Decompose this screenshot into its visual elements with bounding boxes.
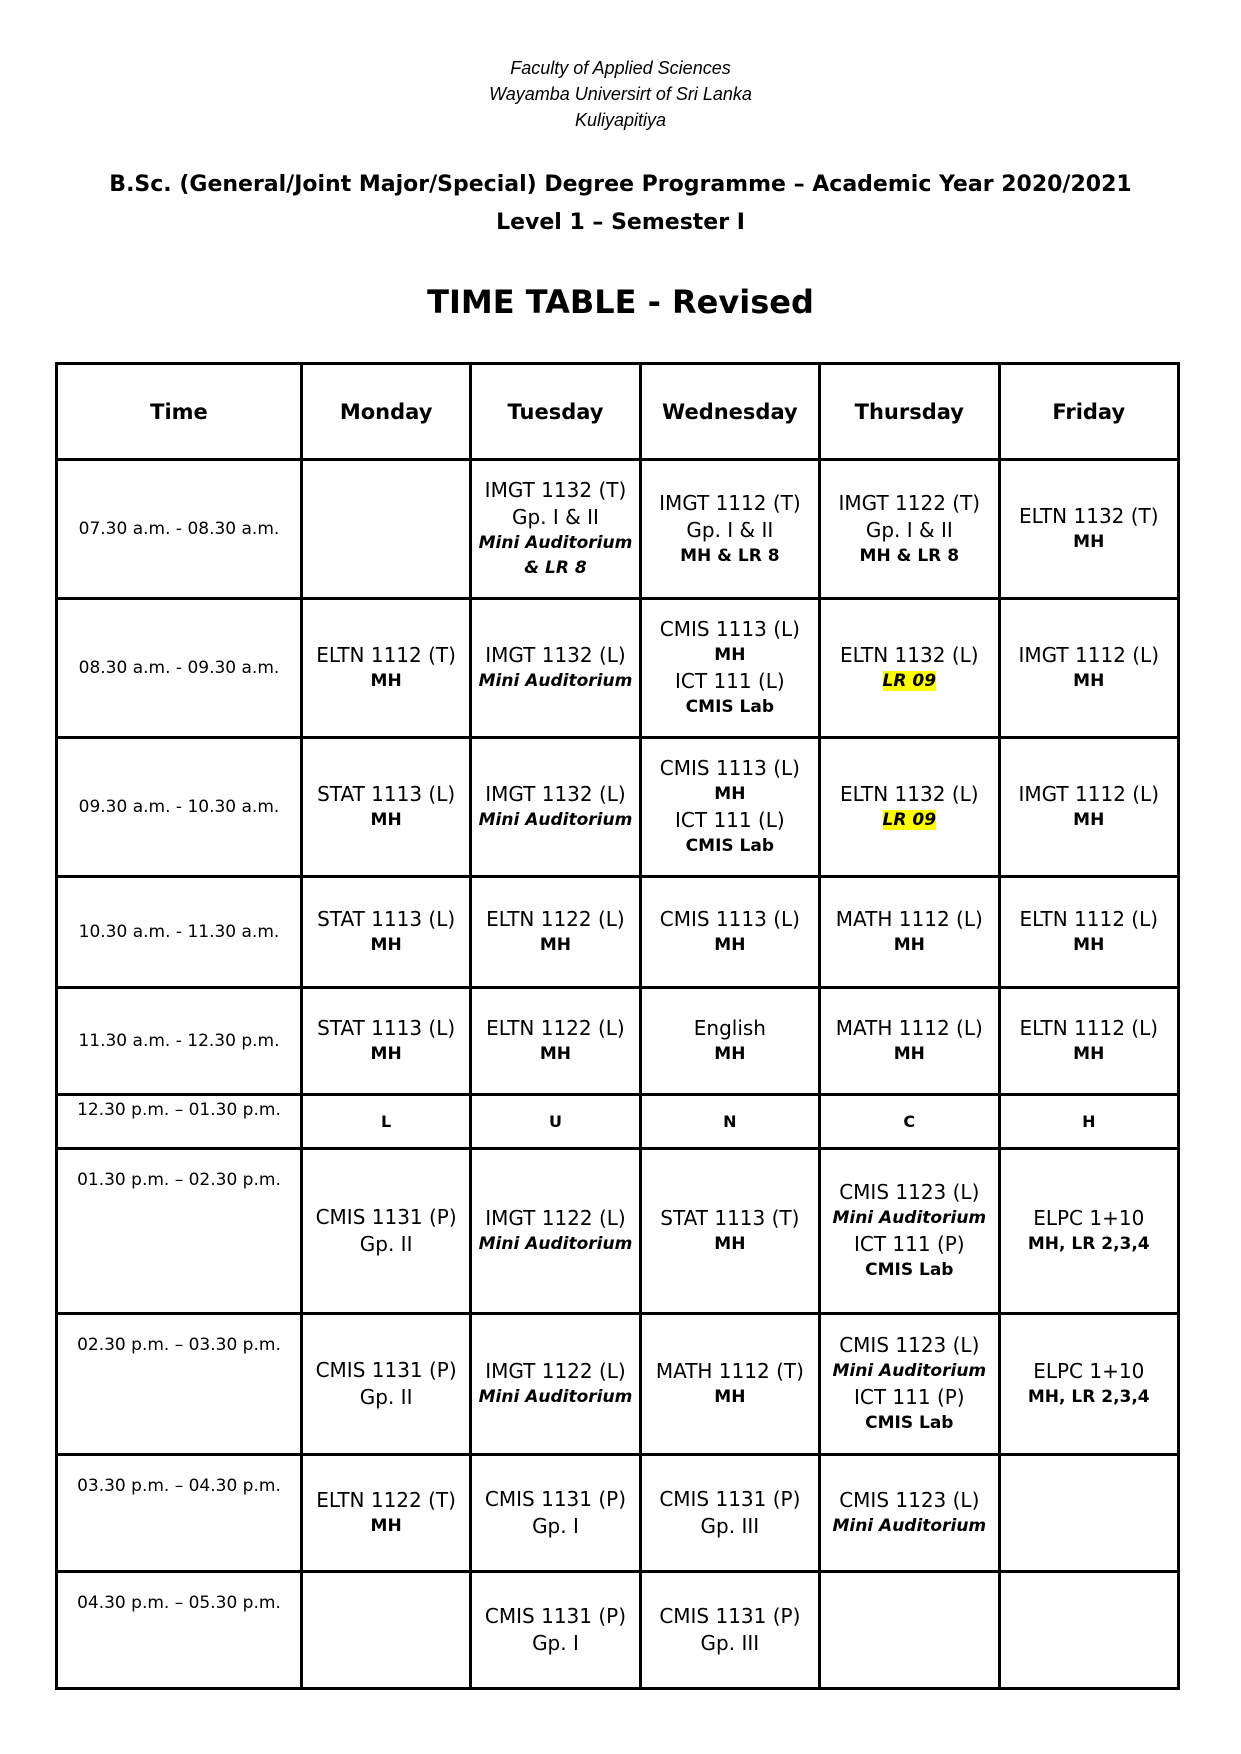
course-code: Gp. I bbox=[532, 1514, 579, 1538]
session-cell bbox=[640, 1455, 819, 1572]
session-cell bbox=[640, 988, 819, 1095]
empty-cell bbox=[820, 1572, 999, 1689]
course-code: ICT 111 (P) bbox=[853, 1232, 965, 1256]
session-cell bbox=[999, 599, 1178, 738]
venue: MH bbox=[1073, 935, 1105, 955]
time-slot: 11.30 a.m. - 12.30 p.m. bbox=[57, 988, 302, 1095]
venue: Mini Auditorium bbox=[478, 671, 633, 691]
session-cell bbox=[820, 877, 999, 988]
course-code: STAT 1113 (T) bbox=[660, 1206, 800, 1230]
venue: CMIS Lab bbox=[865, 1413, 954, 1433]
venue: MH & LR 8 bbox=[680, 545, 780, 566]
table-row bbox=[57, 877, 1179, 988]
venue: MH bbox=[893, 1044, 925, 1064]
course-code: Gp. I bbox=[532, 1631, 579, 1655]
course-code: STAT 1113 (L) bbox=[317, 1016, 456, 1040]
venue: MH bbox=[1073, 532, 1105, 552]
empty-cell bbox=[999, 1455, 1178, 1572]
session-cell bbox=[640, 1572, 819, 1689]
session-cell bbox=[640, 1314, 819, 1455]
column-header-time: Time bbox=[57, 364, 302, 460]
course-code: ELTN 1132 (T) bbox=[1018, 504, 1159, 528]
course-code: ELTN 1122 (L) bbox=[486, 1016, 625, 1040]
column-header-thursday: Thursday bbox=[820, 364, 999, 460]
course-code: CMIS 1113 (L) bbox=[659, 617, 800, 641]
session-cell bbox=[301, 1455, 470, 1572]
column-header-monday: Monday bbox=[301, 364, 470, 460]
session-cell bbox=[471, 1314, 640, 1455]
session-cell bbox=[471, 1455, 640, 1572]
session-cell bbox=[301, 877, 470, 988]
venue-wrap bbox=[823, 808, 995, 833]
venue: MH bbox=[714, 645, 746, 665]
session-cell bbox=[301, 599, 470, 738]
venue: CMIS Lab bbox=[865, 1260, 954, 1280]
venue: MH bbox=[370, 935, 402, 955]
venue: MH bbox=[714, 1044, 746, 1064]
session-cell bbox=[820, 1149, 999, 1314]
table-row bbox=[57, 738, 1179, 877]
venue: MH bbox=[714, 1387, 746, 1407]
session-cell bbox=[640, 738, 819, 877]
venue: MH bbox=[1073, 810, 1105, 830]
venue: MH, LR 2,3,4 bbox=[1027, 1234, 1150, 1254]
course-code: IMGT 1112 (L) bbox=[1018, 643, 1160, 667]
session-cell bbox=[471, 877, 640, 988]
session-cell bbox=[471, 738, 640, 877]
venue: MH bbox=[714, 1234, 746, 1254]
session-cell bbox=[820, 738, 999, 877]
session-cell bbox=[999, 738, 1178, 877]
session-cell bbox=[301, 1149, 470, 1314]
session-cell bbox=[820, 1455, 999, 1572]
course-code: IMGT 1122 (L) bbox=[485, 1359, 626, 1383]
location-name: Kuliyapitiya bbox=[574, 110, 667, 130]
course-code: CMIS 1113 (L) bbox=[659, 756, 800, 780]
table-row bbox=[57, 988, 1179, 1095]
venue: Mini Auditorium bbox=[832, 1516, 987, 1536]
time-slot: 01.30 p.m. – 02.30 p.m. bbox=[57, 1149, 302, 1314]
course-code: Gp. I & II bbox=[512, 505, 599, 529]
lunch-letter: N bbox=[640, 1095, 819, 1149]
table-row bbox=[57, 1149, 1179, 1314]
course-code: Gp. I & II bbox=[865, 517, 953, 542]
course-code: ELTN 1112 (L) bbox=[1019, 907, 1159, 931]
venue: MH bbox=[539, 935, 572, 955]
time-slot: 04.30 p.m. – 05.30 p.m. bbox=[57, 1572, 302, 1689]
session-cell bbox=[471, 988, 640, 1095]
lunch-letter: U bbox=[471, 1095, 640, 1149]
course-code: IMGT 1122 (L) bbox=[485, 1206, 626, 1230]
venue: MH bbox=[370, 1044, 402, 1064]
course-code: IMGT 1112 (T) bbox=[659, 490, 801, 515]
venue: Mini Auditorium & LR 8 bbox=[478, 533, 633, 578]
table-row bbox=[57, 599, 1179, 738]
course-code: CMIS 1131 (P) bbox=[484, 1487, 627, 1511]
timetable bbox=[55, 362, 1180, 1690]
course-code: IMGT 1122 (T) bbox=[838, 490, 981, 515]
lunch-letter: L bbox=[301, 1095, 470, 1149]
course-code: ELPC 1+10 bbox=[1033, 1206, 1145, 1230]
table-row bbox=[57, 460, 1179, 599]
empty-cell bbox=[999, 1572, 1178, 1689]
session-cell bbox=[999, 460, 1178, 599]
venue: MH bbox=[714, 784, 746, 804]
session-cell bbox=[640, 599, 819, 738]
university-name: Wayamba Universirt of Sri Lanka bbox=[489, 84, 752, 104]
venue: MH bbox=[714, 935, 746, 955]
course-code: ICT 111 (L) bbox=[675, 669, 785, 693]
session-cell bbox=[820, 1314, 999, 1455]
course-code: ICT 111 (P) bbox=[853, 1385, 965, 1409]
course-code: CMIS 1123 (L) bbox=[839, 1488, 980, 1512]
venue: MH bbox=[539, 1044, 572, 1064]
course-code: MATH 1112 (T) bbox=[655, 1359, 804, 1383]
course-code: MATH 1112 (L) bbox=[835, 1016, 983, 1040]
course-code: CMIS 1131 (P) bbox=[659, 1604, 801, 1628]
course-code: Gp. II bbox=[359, 1385, 413, 1409]
course-code: IMGT 1112 (L) bbox=[1018, 782, 1160, 806]
time-slot: 08.30 a.m. - 09.30 a.m. bbox=[57, 599, 302, 738]
level-semester: Level 1 – Semester I bbox=[496, 210, 745, 235]
course-code: Gp. III bbox=[700, 1514, 760, 1538]
session-cell bbox=[640, 460, 819, 599]
header-row bbox=[57, 364, 1179, 460]
venue: Mini Auditorium bbox=[832, 1361, 987, 1381]
course-code: CMIS 1123 (L) bbox=[839, 1333, 980, 1357]
session-cell bbox=[471, 1572, 640, 1689]
venue: MH bbox=[1073, 1044, 1105, 1064]
session-cell bbox=[820, 460, 999, 599]
venue: Mini Auditorium bbox=[478, 1234, 633, 1254]
venue: MH & LR 8 bbox=[859, 545, 960, 566]
session-cell bbox=[640, 1149, 819, 1314]
course-code: ELTN 1122 (L) bbox=[486, 907, 625, 931]
session-cell bbox=[999, 877, 1178, 988]
table-row bbox=[57, 1314, 1179, 1455]
session-cell bbox=[301, 1314, 470, 1455]
venue: CMIS Lab bbox=[685, 697, 775, 717]
faculty-name: Faculty of Applied Sciences bbox=[510, 58, 731, 78]
course-code: Gp. II bbox=[359, 1232, 413, 1256]
course-code: IMGT 1132 (L) bbox=[485, 782, 626, 806]
session-cell bbox=[820, 599, 999, 738]
course-code: CMIS 1131 (P) bbox=[315, 1358, 457, 1382]
empty-cell bbox=[301, 1572, 470, 1689]
course-code: ELTN 1122 (T) bbox=[316, 1488, 456, 1512]
venue-wrap bbox=[823, 669, 995, 694]
session-cell bbox=[301, 988, 470, 1095]
course-code: English bbox=[693, 1016, 766, 1040]
column-header-wednesday: Wednesday bbox=[640, 364, 819, 460]
time-slot: 09.30 a.m. - 10.30 a.m. bbox=[57, 738, 302, 877]
venue: CMIS Lab bbox=[685, 836, 775, 856]
table-row bbox=[57, 1572, 1179, 1689]
programme-title: B.Sc. (General/Joint Major/Special) Degree Programme – Academic Year 2020/2021 bbox=[109, 172, 1132, 197]
session-cell bbox=[999, 1314, 1178, 1455]
session-cell bbox=[999, 988, 1178, 1095]
table-row bbox=[57, 1455, 1179, 1572]
course-code: ELPC 1+10 bbox=[1033, 1359, 1145, 1383]
venue: MH bbox=[893, 935, 925, 955]
venue: Mini Auditorium bbox=[832, 1208, 987, 1228]
venue: MH, LR 2,3,4 bbox=[1027, 1387, 1150, 1407]
time-slot: 07.30 a.m. - 08.30 a.m. bbox=[57, 460, 302, 599]
venue: Mini Auditorium bbox=[478, 810, 633, 830]
course-code: Gp. III bbox=[700, 1631, 760, 1655]
session-cell bbox=[471, 460, 640, 599]
course-code: CMIS 1131 (P) bbox=[484, 1604, 627, 1628]
empty-cell bbox=[301, 460, 470, 599]
venue: Mini Auditorium bbox=[478, 1387, 633, 1407]
course-code: CMIS 1113 (L) bbox=[659, 907, 800, 931]
time-slot: 12.30 p.m. – 01.30 p.m. bbox=[57, 1095, 302, 1149]
page-title: TIME TABLE - Revised bbox=[427, 283, 814, 321]
course-code: ICT 111 (L) bbox=[675, 808, 785, 832]
course-code: MATH 1112 (L) bbox=[835, 907, 983, 931]
venue: MH bbox=[370, 671, 402, 691]
session-cell bbox=[471, 599, 640, 738]
highlighted-venue: LR 09 bbox=[882, 671, 937, 691]
time-slot: 02.30 p.m. – 03.30 p.m. bbox=[57, 1314, 302, 1455]
lunch-letter: H bbox=[999, 1095, 1178, 1149]
session-cell bbox=[820, 988, 999, 1095]
time-slot: 10.30 a.m. - 11.30 a.m. bbox=[57, 877, 302, 988]
session-cell bbox=[301, 738, 470, 877]
course-code: STAT 1113 (L) bbox=[317, 907, 456, 931]
venue: MH bbox=[1073, 671, 1105, 691]
session-cell bbox=[640, 877, 819, 988]
course-code: IMGT 1132 (L) bbox=[485, 643, 626, 667]
column-header-friday: Friday bbox=[999, 364, 1178, 460]
session-cell bbox=[471, 1149, 640, 1314]
course-code: ELTN 1132 (L) bbox=[840, 643, 979, 667]
lunch-row bbox=[57, 1095, 1179, 1149]
venue: MH bbox=[370, 1516, 402, 1536]
time-slot: 03.30 p.m. – 04.30 p.m. bbox=[57, 1455, 302, 1572]
course-code: STAT 1113 (L) bbox=[317, 782, 456, 806]
course-code: IMGT 1132 (T) bbox=[484, 478, 627, 502]
course-code: CMIS 1131 (P) bbox=[315, 1205, 457, 1229]
session-cell bbox=[999, 1149, 1178, 1314]
course-code: Gp. I & II bbox=[686, 517, 774, 542]
course-code: CMIS 1131 (P) bbox=[659, 1487, 801, 1511]
lunch-letter: C bbox=[820, 1095, 999, 1149]
highlighted-venue: LR 09 bbox=[882, 810, 937, 830]
course-code: ELTN 1112 (T) bbox=[316, 643, 456, 667]
course-code: CMIS 1123 (L) bbox=[839, 1180, 980, 1204]
column-header-tuesday: Tuesday bbox=[471, 364, 640, 460]
course-code: ELTN 1112 (L) bbox=[1019, 1016, 1159, 1040]
venue: MH bbox=[370, 810, 402, 830]
course-code: ELTN 1132 (L) bbox=[840, 782, 979, 806]
